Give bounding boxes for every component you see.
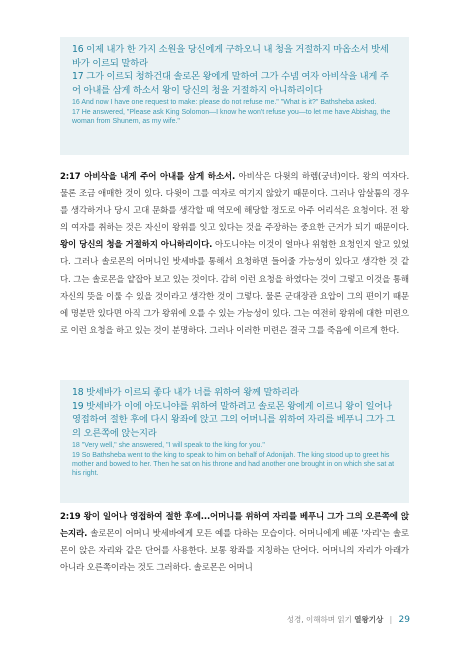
verse-18-korean: 18 밧세바가 이르되 좋다 내가 너를 위하여 왕께 말하리라 <box>72 387 299 398</box>
commentary-2-17-text-2: 아도니야는 이것이 얼마나 위험한 요청인지 알고 있었다. 그러나 솔로몬의 어머니인 밧세바를 통해서 요청하면 들어줄 가능성이 있다고 생각한 것 같다. 그는 솔로몬을 얕잡아 보고 있는 것이다. 감히 이런 요청을 하였다는 것이 그렇고 이것을 통해 자신의 뜻을 이룰 수 있을 것이라고 생각한 것이 그렇다. 물론 군대장관 요압이 그의 편이기 때문에 명분만 있다면 아직 그가 왕위에 오를 수 있는 가능성이 있다. 그는 여전히 왕위에 대한 미련으로 이런 요청을 하고 있는 것이 분명하다. 그러나 이러한 미련은 결국 그를 죽음에 이르게 한다. <box>60 240 409 336</box>
commentary-2-19 <box>60 509 409 577</box>
verse-17-english: 17 He answered, "Please ask King Solomon—I know he won't refuse you—to let me have Abishag, the woman from Shunem, as my wife." <box>72 108 391 125</box>
page-footer <box>287 614 410 625</box>
verse-19-english: 19 So Bathsheba went to the king to speak to him on behalf of Adonijah. The king stood up to greet his mother and bowed to her. Then he sat on his throne and had another one brought in on which she sat at his right. <box>72 451 395 477</box>
commentary-2-17-text-1: 아비삭은 다윗의 하렘(궁녀)이다. 왕의 여자다. 물론 조금 애매한 것이 있다. 다윗이 그를 여자로 여기지 않았기 때문이다. 그러나 암살툼의 경우를 생각하거나 당시 고대 문화를 생각할 때 역모에 해당할 정도로 아주 어리석은 요청이다. 전 왕의 여자를 취하는 것은 자신이 왕위를 잇고 있다는 것을 주장하는 중요한 근거가 되기 때문이다. <box>60 172 409 234</box>
commentary-2-17 <box>60 169 409 340</box>
verse-18-english: 18 "Very well," she answered, "I will speak to the king for you." <box>72 442 265 450</box>
page-number: 29 <box>398 615 410 625</box>
commentary-2-19-text: 솔로몬이 어머니 밧세바에게 모든 예를 다하는 모습이다. 어머니에게 베푼 '자리'는 솔로몬이 앉은 자리와 같은 단어를 사용한다. 보통 왕좌를 지칭하는 단어다. 어머니의 자리가 아래가 아니라 오른쪽이라는 것도 그러하다. 솔로몬은 어머니 <box>60 529 409 574</box>
commentary-2-17-bold-quote: 왕이 당신의 청을 거절하지 아니하리이다. <box>60 240 213 251</box>
verse-19-korean: 19 밧세바가 이에 아도니야를 위하여 말하려고 솔로몬 왕에게 이르니 왕이 일어나 영접하여 절한 후에 다시 왕좌에 앉고 그의 어머니를 위하여 자리를 베푸니 그가 그의 오른쪽에 앉는지라 <box>72 400 395 439</box>
verse-16-english: 16 And now I have one request to make: please do not refuse me." "What is it?" Bathsheba asked. <box>72 99 377 107</box>
verse-17-korean: 17 그가 이르되 청하건대 솔로몬 왕에게 말하여 그가 수넴 여자 아비삭을 내게 주어 아내를 삼게 하소서 왕이 당신의 청을 거절하지 아니하리이다 <box>72 71 389 96</box>
commentary-2-19-lead: 2:19 왕이 일어나 영접하여 절한 후에...어머니를 위하여 자리를 베푸니 그가 그의 오른쪽에 앉는지라. <box>60 512 409 540</box>
verse-box-16-17 <box>60 37 409 155</box>
verse-16-korean: 16 이제 내가 한 가지 소원을 당신에게 구하오니 내 청을 거절하지 마옵소서 밧세바가 이르되 말하라 <box>72 44 389 69</box>
verse-box-18-19 <box>60 380 409 503</box>
commentary-2-17-lead: 2:17 아비삭을 내게 주어 아내를 삼게 하소서. <box>60 172 236 182</box>
footer-series-title: 성경, 이해하며 읽기 <box>286 615 352 624</box>
footer-separator: | <box>389 615 393 624</box>
footer-book-title: 열왕기상 <box>354 615 384 624</box>
